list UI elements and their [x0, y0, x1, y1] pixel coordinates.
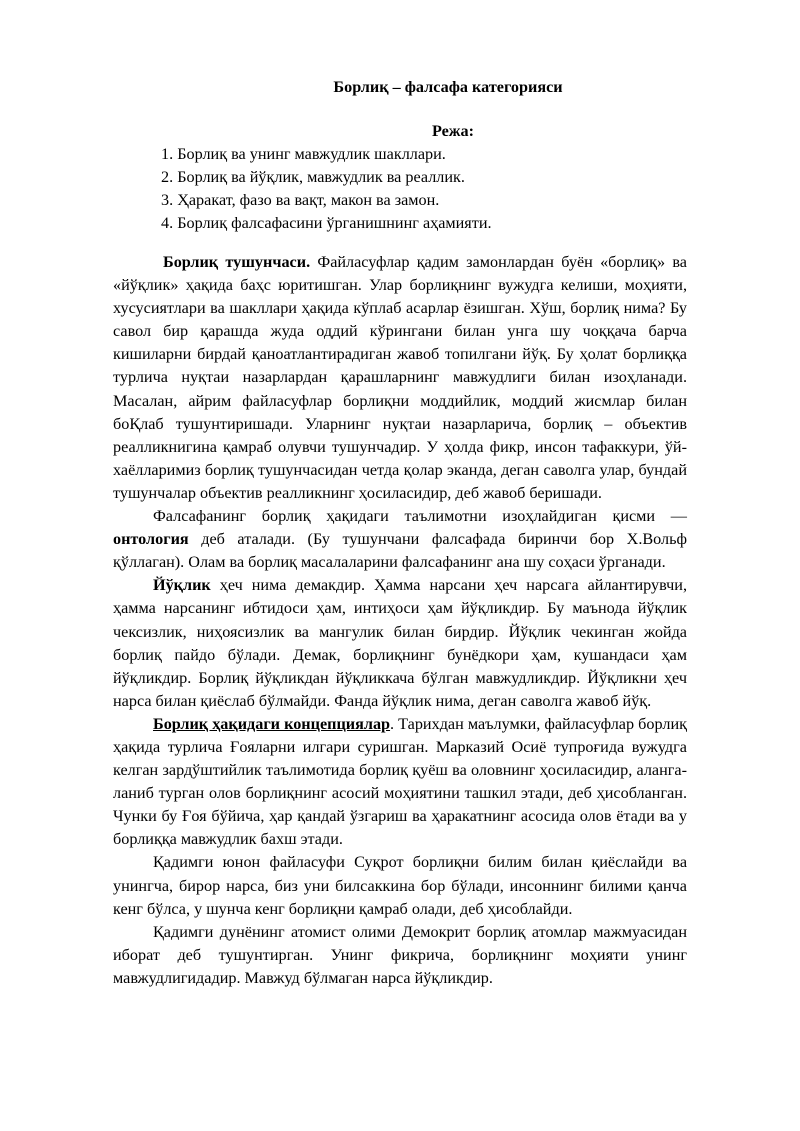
plan-item: 4. Борлиқ фалсафасини ўрганишнинг аҳамияти.	[161, 214, 492, 232]
paragraph-text: Файласуфлар қадим замонлардан буён «борлиқ» ва «йўқлик» ҳақида баҳс юритишган. Улар борлиқнинг вужудга келиши, моҳияти, хусусиятлари ва шакллари ҳақида кўплаб асарлар ёзишган. Хўш, борлиқ нима? Бу савол бир қарашда жуда оддий кўрингани билан унга шу чоққача барча кишиларни бирдай қаноатлантирадиган жавоб топилгани йўқ. Бу ҳолат борлиққа турлича нуқтаи назарлардан қарашларнинг мавжудлиги билан изоҳланади. Масалан, айрим файласуфлар борлиқни моддийлик, моддий жисмлар билан боҚлаб тушунтиришади. Уларнинг нуқтаи назарларича, борлиқ – объектив реалликнигина қамраб олувчи тушунчадир. У ҳолда фикр, инсон тафаккури, ўй-хаёлларимиз борлиқ тушунчасидан четда қолар эканда, деган саволга улар, бундай тушунчалар объектив реалликнинг ҳосиласидир, деб жавоб беришади.	[113, 253, 687, 502]
paragraph-text: . Тарихдан маълумки, файласуфлар борлиқ ҳақида турлича Ғояларни илгари суришган. Марказий Осиё тупроғида вужудга келган зардўштийлик таълимотида борлиқ қуёш ва оловнинг ҳосиласидир, алангаланиб турган олов борлиқнинг асосий моҳиятини ташкил этади, деб ҳисобланган. Чунки бу Ғоя бўйича, ҳар қандай ўзгариш ва ҳаракатнинг асосида олов ётади ва у борлиққа мавжудлик бахш этади.	[113, 714, 687, 849]
plan-heading	[0, 120, 800, 142]
paragraph-socrates: Қадимги юнон файласуфи Суқрот борлиқни билим билан қиёслайди ва унингча, бирор нарса, биз уни билсаккина бор бўлади, инсоннинг билими қанча кенг бўлса, у шунча кенг борлиқни қамраб олади, деб ҳисоблайди.	[113, 853, 687, 918]
plan-list	[161, 143, 492, 235]
document-body	[113, 251, 687, 990]
plan-item: 2. Борлиқ ва йўқлик, мавжудлик ва реаллик.	[161, 168, 465, 186]
paragraph-heading-concepts: Борлиқ ҳақидаги концепциялар	[153, 714, 391, 733]
plan-item: 3. Ҳаракат, фазо ва вақт, макон ва замон.	[161, 191, 440, 209]
plan-heading-text: Режа:	[431, 122, 475, 140]
paragraph-text: ҳеч нима демакдир. Ҳамма нарсани ҳеч нарсага айлантирувчи, ҳамма нарсанинг ибтидоси ҳам, интиҳоси ҳам йўқликдир. Бу маънода йўқлик чексизлик, ниҳоясизлик ва мангулик билан бирдир. Йўқлик чекинган жойда борлиқ пайдо бўлади. Демак, борлиқнинг бунёдкори ҳам, кушандаси ҳам йўқликдир. Борлиқ йўқликдан йўқликкача бўлган мавжудликдир. Йўқликни ҳеч нарса билан қиёслаб бўлмайди. Фанда йўқлик нима, деган саволга жавоб йўқ.	[113, 576, 687, 710]
plan-item: 1. Борлиқ ва унинг мавжудлик шакллари.	[161, 145, 446, 163]
term-nothingness: Йўқлик	[153, 576, 211, 595]
paragraph-text: деб аталади. (Бу тушунчани фалсафада биринчи бор Х.Вольф қўллаган). Олам ва борлиқ масалаларини фалсафанинг ана шу соҳаси ўрганади.	[113, 530, 687, 572]
paragraph-concepts	[113, 713, 687, 852]
paragraph-concept	[113, 251, 687, 505]
document-title	[0, 76, 800, 98]
paragraph-heading-concept: Борлиқ тушунчаси.	[163, 253, 311, 271]
term-ontology: онтология	[113, 530, 189, 549]
paragraph-text: Фалсафанинг борлиқ ҳақидаги таълимотни изоҳлайдиган қисми —	[153, 507, 687, 526]
paragraph-democritus: Қадимги дунёнинг атомист олими Демокрит борлиқ атомлар мажмуасидан иборат деб тушунтирган. Унинг фикрича, борлиқнинг моҳияти унинг мавжудлигидадир. Мавжуд бўлмаган нарса йўқликдир.	[113, 922, 687, 987]
paragraph-nothingness	[113, 574, 687, 713]
paragraph-ontology	[113, 505, 687, 574]
title-text: Борлиқ – фалсафа категорияси	[333, 78, 563, 96]
